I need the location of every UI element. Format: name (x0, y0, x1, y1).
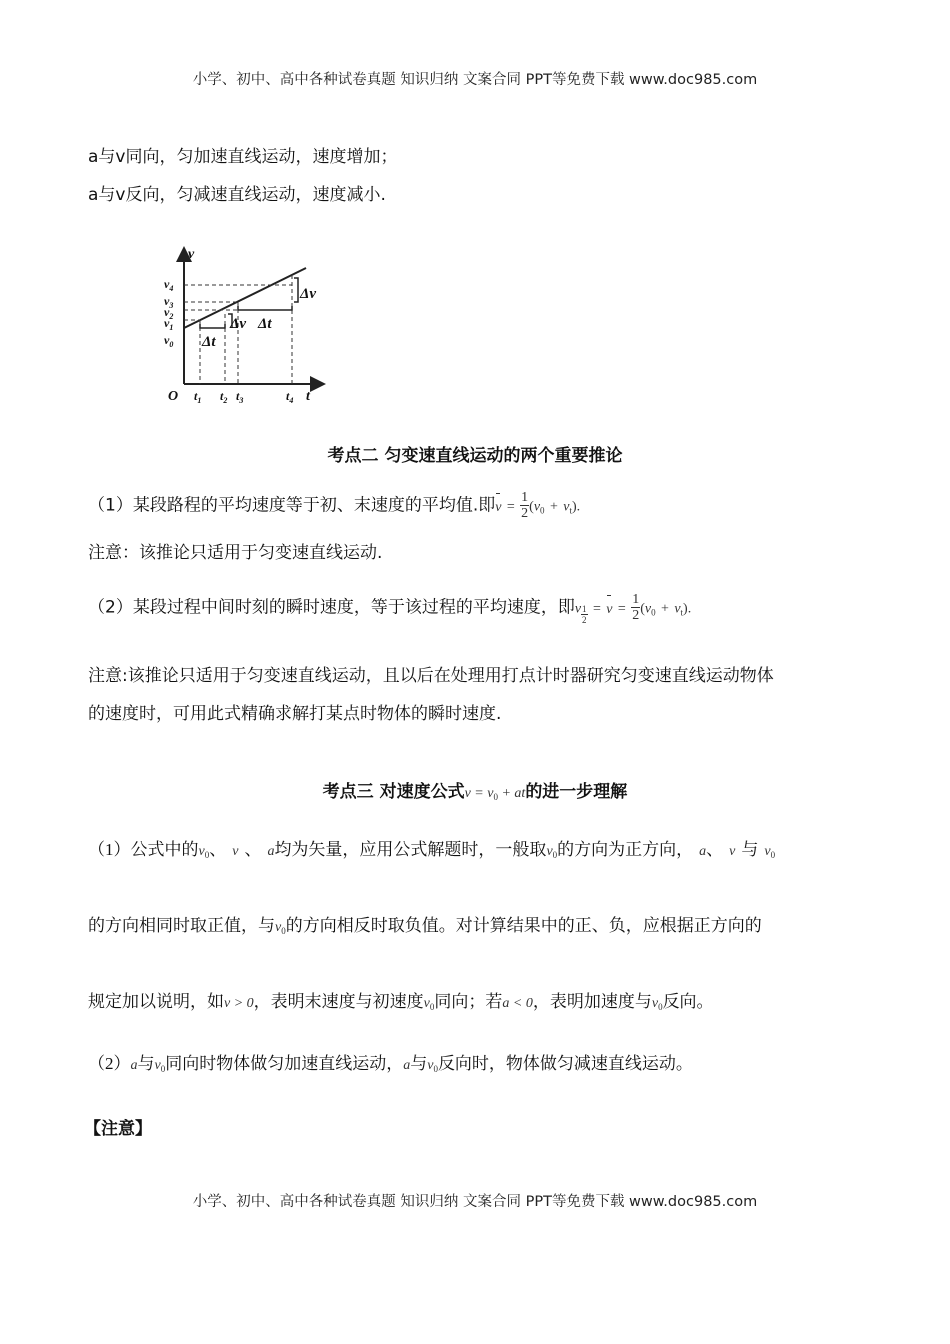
mid-time-velocity-symbol: v (574, 601, 582, 617)
section2-item1: （1）某段路程的平均速度等于初、末速度的平均值.即v = $\frac{1}{2}$ $(v_0 + v_t)$. (88, 490, 581, 521)
section2-item2: （2）某段过程中间时刻的瞬时速度，等于该过程的平均速度，即v $\frac{1}{2}$ = v = $\frac{1}{2}$ $(v_0 + v_t)$. (88, 592, 692, 625)
avg-velocity-symbol: v (495, 496, 501, 520)
section2-note1: 注意：该推论只适用于匀变速直线运动. (88, 543, 383, 563)
delta-t-label-2: Δt (258, 316, 272, 332)
t-axis-label: t (306, 389, 310, 404)
section2-item1-text: （1）某段路程的平均速度等于初、末速度的平均值.即 (88, 495, 496, 516)
t-tick-label: $t_4$ (286, 389, 294, 405)
section3-title: 考点三 对速度公式$v = v_0$ + at的进一步理解 (322, 782, 628, 802)
sub-half: $\frac{1}{2}$ (582, 603, 587, 625)
section2-note2-line2: 的速度时，可用此式精确求解打某点时物体的瞬时速度. (88, 704, 502, 724)
delta-v-label-2: Δv (300, 286, 317, 302)
t-tick-label: $t_3$ (236, 389, 244, 405)
section2-item2-text: （2）某段过程中间时刻的瞬时速度，等于该过程的平均速度，即 (88, 597, 575, 618)
section2-title: 考点二 匀变速直线运动的两个重要推论 (327, 446, 623, 466)
t-tick-label: $t_2$ (220, 389, 228, 405)
page-footer: 小学、初中、高中各种试卷真题 知识归纳 文案合同 PPT等免费下载 www.doc985.com (192, 1194, 758, 1210)
velocity-formula: $v = v_0$ + at (464, 786, 526, 802)
v-tick-label: $v_3$ (164, 294, 174, 310)
origin-label: O (168, 389, 179, 404)
t-tick-label: $t_1$ (194, 389, 202, 405)
velocity-time-graph (150, 240, 330, 410)
v-tick-label: $v_1$ (164, 316, 174, 332)
section3-para4: （2）a与$v_0$同向时物体做匀加速直线运动，a与$v_0$反向时，物体做匀减速直线运动。 (88, 1054, 693, 1074)
delta-v-label-1: Δv (230, 316, 247, 332)
v-tick-label: $v_2$ (164, 305, 174, 321)
delta-t-bracket-1 (200, 324, 225, 328)
intro-line-2: a与v反向，匀减速直线运动，速度减小. (88, 185, 386, 205)
v-tick-label: $v_0$ (164, 333, 174, 349)
intro-line-1: a与v同向，匀加速直线运动，速度增加； (88, 147, 398, 167)
v-tick-label: $v_4$ (164, 277, 174, 293)
section3-para1: （1）公式中的$v_0$、 v 、 a均为矢量，应用公式解题时，一般取$v_0$的方向为正方向， a、 v 与 $v_0$ (88, 840, 776, 860)
fraction-half: $\frac{1}{2}$ (521, 490, 529, 521)
delta-t-bracket-2 (238, 306, 292, 310)
delta-v-bracket-2 (294, 278, 298, 302)
v-axis-label: v (188, 247, 195, 262)
delta-t-label-1: Δt (202, 334, 216, 350)
section3-para3: 规定加以说明，如v > 0，表明末速度与初速度$v_0$同向；若a < 0，表明加速度与$v_0$反向。 (88, 992, 714, 1012)
note-heading: 【注意】 (84, 1119, 152, 1139)
fraction-half: $\frac{1}{2}$ (632, 592, 640, 623)
section2-note2-line1: 注意:该推论只适用于匀变速直线运动，且以后在处理用打点计时器研究匀变速直线运动物体 (88, 666, 774, 686)
section3-para2: 的方向相同时取正值，与$v_0$的方向相反时取负值。对计算结果中的正、负，应根据正方向的 (88, 916, 762, 936)
page-header: 小学、初中、高中各种试卷真题 知识归纳 文案合同 PPT等免费下载 www.doc985.com (192, 72, 758, 88)
